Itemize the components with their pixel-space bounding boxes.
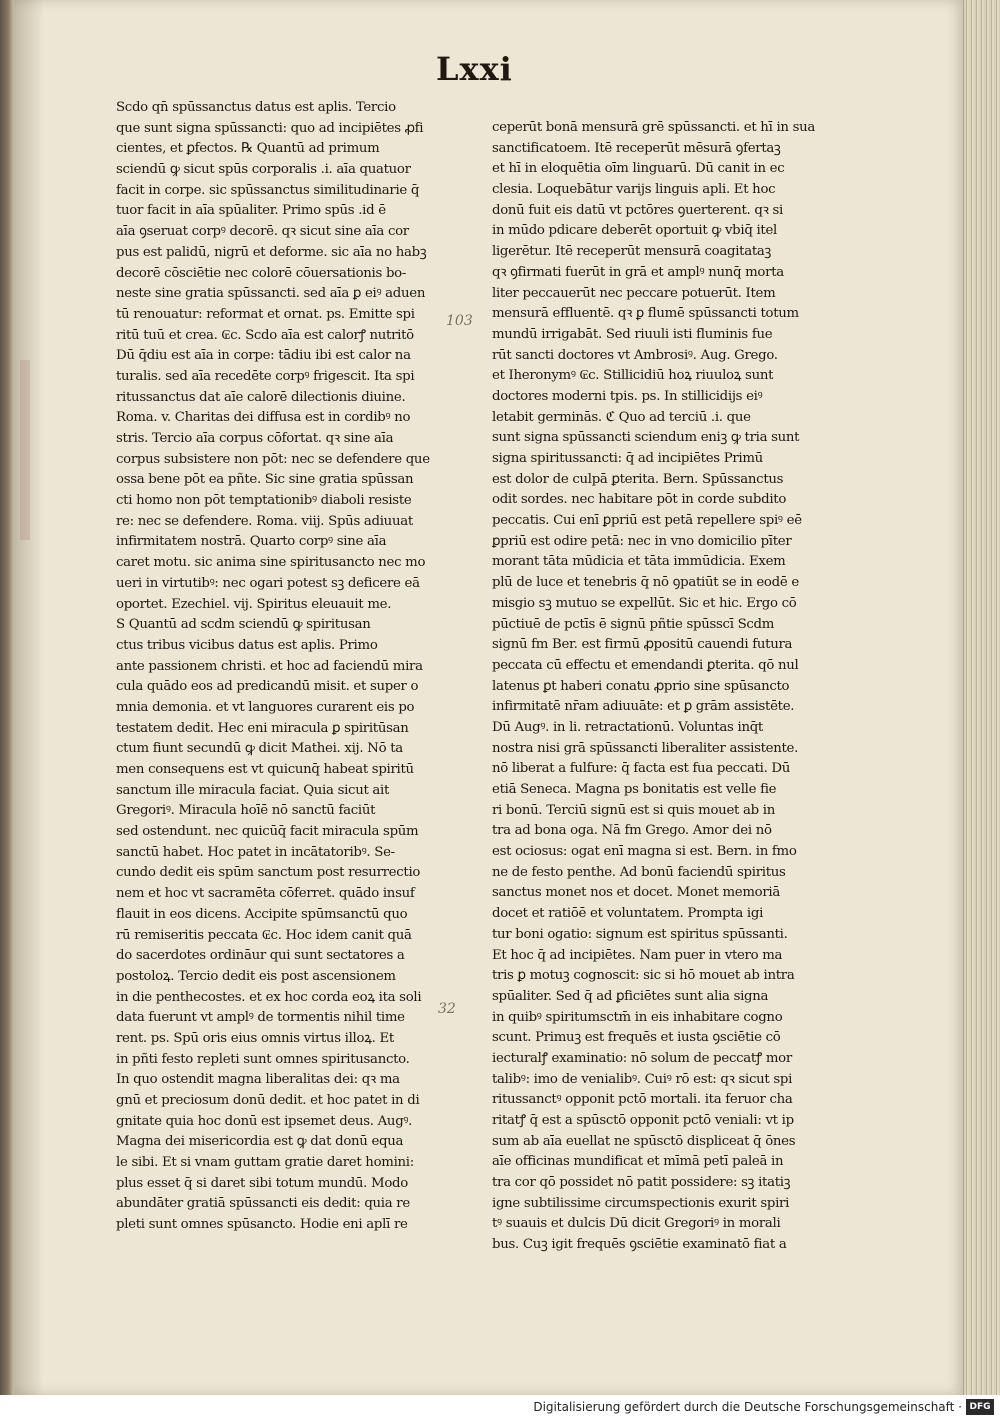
text-line: doctores moderni tpis. ps. In stillicidijs eiꝰ <box>492 388 763 404</box>
text-line: ritussanctꝰ opponit pctō mortali. ita feruor cha <box>492 1092 793 1108</box>
text-line: iecturalꝭ examinatio: nō solum de peccatꝭ mor <box>492 1050 792 1066</box>
text-line: que sunt signa spūssancti: quo ad incipiētes ꝓfi <box>116 120 424 136</box>
text-line: nostra nisi grā spūssancti liberaliter assistente. <box>492 740 799 756</box>
text-line: cula quādo eos ad predicandū misit. et super o <box>116 679 419 695</box>
text-line: sanctificatoem. Itē receperūt mēsurā ꝯfertaꝫ <box>492 140 781 156</box>
text-line: letabit germinās. ℭ Quo ad terciū .i. que <box>492 409 751 425</box>
text-line: est ociosus: ogat enī magna si est. Bern. in fmo <box>492 844 797 860</box>
text-line: neste sine gratia spūssancti. sed aīa ꝑ eiꝰ aduen <box>116 286 426 302</box>
text-line: men consequens est vt quicunq̄ habeat spiritū <box>116 762 414 777</box>
text-line: pūctiuē de pctīs ē signū pñtie spūsscī Scdm <box>492 616 775 632</box>
text-line: ne de festo penthe. Ad bonū faciendū spiritus <box>492 864 786 880</box>
text-line: le sibi. Et si vnam guttam gratie daret homini: <box>116 1155 414 1171</box>
text-line: sanctum ille miracula faciat. Quia sicut ait <box>116 782 390 798</box>
text-line: liter peccauerūt nec peccare potuerūt. Item <box>492 285 776 301</box>
text-line: plū de luce et tenebris q̄ nō ꝯpatiūt se in eodē e <box>492 575 799 591</box>
text-line: pus est palidū, nigrū et deforme. sic aīa no habꝫ <box>116 244 427 260</box>
text-line: nem et hoc vt sacramēta cōferret. quādo insuf <box>116 886 415 902</box>
text-line: ligerētur. Itē receperūt mensurā coagitataꝫ <box>492 244 771 260</box>
text-line: misgio sꝫ mutuo se expellūt. Sic et hic. Ergo cō <box>492 595 797 611</box>
text-line: et Iheronymꝰ ₢c. Stillicidiū hoꝝ riuuloꝝ sunt <box>492 368 774 384</box>
text-line: infirmitatem nostrā. Quarto corpꝰ sine aīa <box>116 534 387 550</box>
text-line: aīe officinas mundificat et mīmā petī paleā in <box>492 1154 784 1170</box>
text-line: data fuerunt vt amplꝰ de tormentis nihil time <box>116 1010 405 1026</box>
text-line: ctus tribus vicibus datus est aplis. Primo <box>116 637 378 653</box>
text-line: Et hoc q̄ ad incipiētes. Nam puer in vtero ma <box>492 947 783 963</box>
text-line: ossa bene pōt ea pñte. Sic sine gratia spūssan <box>116 472 414 488</box>
text-line: etiā Seneca. Magna ps bonitatis est velle fie <box>492 782 777 797</box>
text-line: aīa ꝯseruat corpꝰ decorē. qꝛ sicut sine aīa cor <box>116 224 409 240</box>
footer-bar <box>0 1395 1000 1421</box>
text-line: Magna dei misericordia est ꝙ dat donū equa <box>116 1134 404 1150</box>
text-line: nō liberat a fulfure: q̄ facta est fua peccati. Dū <box>492 761 791 777</box>
text-line: postoloꝝ. Tercio dedit eis post ascensionem <box>116 968 396 984</box>
text-line: ritū tuū et crea. ₢c. Scdo aīa est calorꝭ nutritō <box>116 327 414 343</box>
text-line: facit in corpe. sic spūssanctus similitudinarie q̄ <box>116 182 420 198</box>
text-line: sanctus monet nos et docet. Monet memoriā <box>492 885 780 901</box>
text-line: est dolor de culpā ꝑterita. Bern. Spūssanctus <box>492 471 784 487</box>
margin-note-left: 103 <box>446 313 473 329</box>
text-line: scunt. Primuꝫ est frequēs et iusta ꝯsciētie cō <box>492 1030 781 1046</box>
text-line: cundo dedit eis spūm sanctum post resurrectio <box>116 865 421 881</box>
text-line: signa spiritussancti: q̄ ad incipiētes Primū <box>492 451 763 466</box>
text-line: ceperūt bonā mensurā grē spūssancti. et hī in sua <box>492 120 816 135</box>
text-line: bus. Cuꝫ igit frequēs ꝯsciētie examinatō fiat a <box>492 1237 787 1253</box>
text-line: tra ad bona oga. Nā fm Grego. Amor dei nō <box>492 823 772 839</box>
text-line: S Quantū ad scdm sciendū ꝙ spiritusan <box>116 617 371 633</box>
text-column-left <box>116 98 476 1236</box>
text-line: plus esset q̄ si daret sibi totum mundū. Modo <box>116 1175 408 1191</box>
text-line: ri bonū. Terciū signū est si quis mouet ab in <box>492 802 775 818</box>
text-line: spūaliter. Sed q̄ ad ꝑficiētes sunt alia signa <box>492 988 769 1004</box>
text-line: sciendū ꝙ sicut spūs corporalis .i. aīa quatuor <box>116 162 411 178</box>
text-line: re: nec se defendere. Roma. viij. Spūs adiuuat <box>116 513 413 529</box>
text-line: corpus subsistere non pōt: nec se defendere que <box>116 451 430 467</box>
text-line: tū renouatur: reformat et ornat. ps. Emitte spi <box>116 306 415 322</box>
text-line: ante passionem christi. et hoc ad faciendū mira <box>116 658 423 674</box>
text-line: sed ostendunt. nec quicūq̄ facit miracula spūm <box>116 824 419 840</box>
gutter-shadow <box>14 0 44 1395</box>
text-line: ꝑpriū est odire petā: nec in vno domicilio pīter <box>492 533 792 549</box>
text-line: Gregoriꝰ. Miracula hoīē nō sanctū faciūt <box>116 803 376 819</box>
text-line: mnia demonia. et vt languores curarent eis po <box>116 699 415 715</box>
text-line: Dū Augꝰ. in li. retractationū. Voluntas inq̄t <box>492 719 763 735</box>
text-line: infirmitatē nr̄am adiuuāte: et ꝑ grām assistēte. <box>492 699 795 715</box>
text-line: talibꝰ: imo de venialibꝰ. Cuiꝰ rō est: qꝛ sicut spi <box>492 1071 793 1087</box>
text-line: rent. ps. Spū oris eius omnis virtus illoꝝ. Et <box>116 1030 394 1046</box>
funding-credit: Digitalisierung gefördert durch die Deutsche Forschungsgemeinschaft · <box>533 1400 962 1414</box>
text-line: abundāter gratiā spūssancti eis dedit: quia re <box>116 1196 410 1212</box>
text-line: tra cor qō possidet nō patit possidere: sꝫ itatiꝫ <box>492 1175 791 1191</box>
text-line: donū fuit eis datū vt pctōres ꝯuerterent. qꝛ si <box>492 202 784 218</box>
text-line: Dū q̄diu est aīa in corpe: tādiu ibi est calor na <box>116 348 411 364</box>
text-line: sum ab aīa euellat ne spūsctō displiceat q̄ ōnes <box>492 1133 796 1149</box>
text-line: clesia. Loquebātur varijs linguis apli. Et hoc <box>492 182 776 198</box>
text-line: peccata cū effectu et emendandi ꝑterita. qō nul <box>492 657 799 673</box>
text-line: igne subtilissime circumspectionis exurit spiri <box>492 1195 790 1211</box>
text-line: oportet. Ezechiel. vij. Spiritus eleuauit me. <box>116 596 392 612</box>
text-line: gnitate quia hoc donū est ipsemet deus. Augꝰ. <box>116 1113 413 1129</box>
text-line: in pñti festo repleti sunt omnes spiritusancto. <box>116 1051 410 1067</box>
text-line: et hī in eloquētia oīm linguarū. Dū canit in ec <box>492 161 785 177</box>
text-line: sunt signa spūssancti sciendum eniꝫ ꝙ tria sunt <box>492 430 800 446</box>
text-line: odit sordes. nec habitare pōt in corde subdito <box>492 492 787 508</box>
text-line: peccatis. Cui enī ꝑpriū est petā repellere spiꝰ eē <box>492 513 802 529</box>
text-line: tuor facit in aīa spūaliter. Primo spūs .id ē <box>116 203 386 219</box>
text-line: docet et ratiōē et voluntatem. Prompta igi <box>492 906 764 922</box>
text-line: rūt sancti doctores vt Ambrosiꝰ. Aug. Grego. <box>492 347 778 363</box>
book-spine <box>0 0 14 1395</box>
text-line: qꝛ ꝯfirmati fuerūt in grā et amplꝰ nunq̄ morta <box>492 264 784 280</box>
text-line: ritussanctus dat aīe calorē dilectionis diuine. <box>116 389 406 405</box>
text-line: decorē cōsciētie nec colorē cōuersationis bo- <box>116 265 407 281</box>
text-line: latenus ꝑt haberi conatu ꝓprio sine spūsancto <box>492 678 790 694</box>
dfg-logo: DFG <box>966 1399 994 1415</box>
text-line: cti homo non pōt temptationibꝰ diaboli resiste <box>116 493 412 509</box>
text-line: in die penthecostes. et ex hoc corda eoꝝ ita soli <box>116 989 422 1005</box>
text-line: in quibꝰ spiritumsctm̄ in eis inhabitare cogno <box>492 1009 783 1025</box>
folio-number: Lxxi <box>436 50 513 88</box>
text-line: sanctū habet. Hoc patet in incātatoribꝰ. Se- <box>116 844 395 860</box>
text-line: In quo ostendit magna liberalitas dei: qꝛ ma <box>116 1072 400 1088</box>
text-line: testatem dedit. Hec eni miracula ꝑ spiritūsan <box>116 720 409 736</box>
text-line: tur boni ogatio: signum est spiritus spūssanti. <box>492 926 788 942</box>
text-line: signū fm Ber. est firmū ꝓpositū cauendi futura <box>492 637 793 653</box>
text-line: ritatꝭ q̄ est a spūsctō opponit pctō veniali: vt ip <box>492 1113 794 1128</box>
text-line: ctum fiunt secundū ꝙ dicit Mathei. xij. Nō ta <box>116 741 403 757</box>
text-line: tꝰ suauis et dulcis Dū dicit Gregoriꝰ in morali <box>492 1216 781 1232</box>
page-fore-edge <box>963 0 1000 1395</box>
text-line: gnū et preciosum donū dedit. et hoc patet in di <box>116 1093 420 1108</box>
text-column-right <box>492 118 834 1256</box>
text-line: morant tāta mūdicia et tāta immūdicia. Exem <box>492 554 786 570</box>
text-line: ueri in virtutibꝰ: nec ogari potest sꝫ deficere eā <box>116 575 420 591</box>
text-line: do sacerdotes ordināur qui sunt sectatores a <box>116 948 405 964</box>
margin-note-gutter: 32 <box>438 1001 456 1017</box>
text-line: pleti sunt omnes spūsancto. Hodie eni aplī re <box>116 1217 408 1233</box>
text-line: mundū irrigabāt. Sed riuuli isti fluminis fue <box>492 326 773 342</box>
text-line: in mūdo pdicare deberēt oportuit ꝙ vbiq̄ itel <box>492 223 777 239</box>
text-line: mensurā effluentē. qꝛ ꝑ flumē spūssancti totum <box>492 306 799 322</box>
text-line: Roma. v. Charitas dei diffusa est in cordibꝰ no <box>116 410 411 426</box>
text-line: Scdo qn̄ spūssanctus datus est aplis. Tercio <box>116 100 396 115</box>
text-line: flauit in eos dicens. Accipite spūmsanctū quo <box>116 906 408 922</box>
text-line: stris. Tercio aīa corpus cōfortat. qꝛ sine aīa <box>116 431 394 446</box>
text-line: caret motu. sic anima sine spiritusancto nec mo <box>116 555 426 571</box>
text-line: rū remiseritis peccata ₢c. Hoc idem canit quā <box>116 927 412 943</box>
text-line: turalis. sed aīa recedēte corpꝰ frigescit. Ita spi <box>116 368 415 384</box>
text-line: cientes, et ꝑfectos. ℞ Quantū ad primum <box>116 141 380 157</box>
text-line: tris ꝑ motuꝫ cognoscit: sic si hō mouet ab intra <box>492 968 795 984</box>
